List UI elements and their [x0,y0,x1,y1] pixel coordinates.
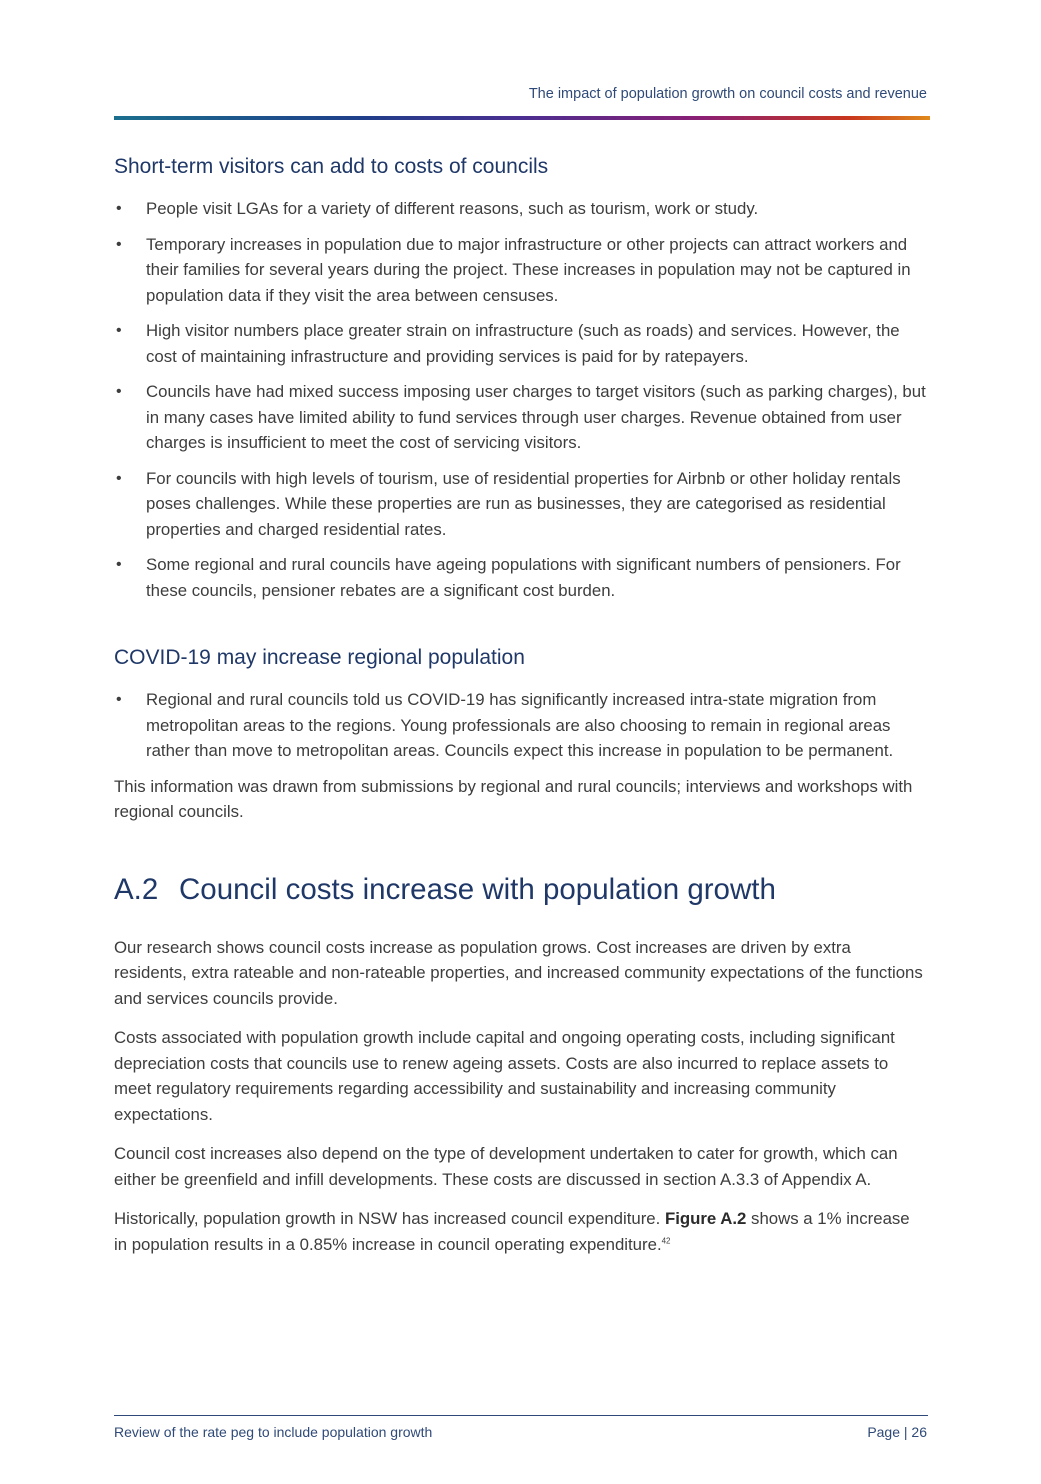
bullet-icon: • [116,383,122,400]
visitors-bullet-list [114,196,926,603]
bullet-icon: • [116,322,122,339]
list-item [114,318,926,369]
list-item [114,379,926,456]
list-item [114,552,926,603]
text-before: Historically, population growth in NSW has increased council expenditure. [114,1209,665,1228]
footer-rule [114,1415,928,1416]
bullet-icon: • [116,691,122,708]
section-number: A.2 [114,872,159,906]
header-gradient-rule [114,116,930,120]
bullet-text: Councils have had mixed success imposing user charges to target visitors (such as parking charges), but in many cases have limited ability to fund services through user charges. Revenue obtained from user charges is insufficient to meet the cost of servicing visitors. [146,382,926,452]
page-content [114,152,926,1271]
bullet-text: High visitor numbers place greater strain on infrastructure (such as roads) and services. However, the cost of maintaining infrastructure and providing services is paid for by ratepayers. [146,321,900,366]
bullet-text: Temporary increases in population due to major infrastructure or other projects can attract workers and their families for several years during the project. These increases in population may not be captured in population data if they visit the area between censuses. [146,234,911,305]
paragraph: Our research shows council costs increase as population grows. Cost increases are driven by extra residents, extra rateable and non-rateable properties, and increased community expectations of the functions and services councils provide. [114,937,923,1008]
bullet-icon: • [116,200,122,217]
covid-bullet-list [114,687,926,764]
list-item [114,466,926,543]
bullet-text: Regional and rural councils told us COVID-19 has significantly increased intra-state migration from metropolitan areas to the regions. Young professionals are also choosing to remain in regional areas rather than move to metropolitan areas. Councils expect this increase in population to be permanent. [146,690,894,760]
paragraph: Costs associated with population growth include capital and ongoing operating costs, including significant depreciation costs that councils use to renew ageing assets. Costs are also incurred to replace assets to meet regulatory requirements regarding accessibility and sustainability and increasing community expectations. [114,1028,895,1124]
footer-page-number: Page | 26 [867,1424,927,1440]
bullet-icon: • [116,556,122,573]
figure-link[interactable]: Figure A.2 [664,1209,747,1228]
list-item [114,196,926,222]
bullet-text: For councils with high levels of tourism, use of residential properties for Airbnb or other holiday rentals poses challenges. While these properties are run as businesses, they are categorised as residential properties and charged residential rates. [146,468,901,539]
subheading-visitors: Short-term visitors can add to costs of councils [114,155,549,178]
bullet-icon: • [116,469,122,487]
list-item [114,687,926,764]
bullet-text: Some regional and rural councils have ageing populations with significant numbers of pensioners. For these councils, pensioner rebates are a significant cost burden. [146,555,901,600]
section-heading-a2 [114,871,926,909]
running-header: The impact of population growth on council costs and revenue [528,86,927,102]
subheading-covid: COVID-19 may increase regional population [114,646,525,669]
list-item [114,232,926,309]
section-title: Council costs increase with population growth [179,872,776,906]
text-after: shows a 1% increase in population results in a 0.85% increase in council operating expenditure. [114,1209,910,1254]
bullet-text: People visit LGAs for a variety of different reasons, such as tourism, work or study. [146,199,759,218]
paragraph-figure-reference [114,1206,926,1257]
paragraph: Council cost increases also depend on the type of development undertaken to cater for growth, which can either be greenfield and infill developments. These costs are discussed in section A.3.3 of Appendix A. [114,1144,898,1189]
footer-document-title: Review of the rate peg to include population growth [114,1424,433,1440]
source-note: This information was drawn from submissions by regional and rural councils; interviews and workshops with regional councils. [114,776,913,821]
footnote-marker[interactable]: 42 [661,1235,671,1245]
bullet-icon: • [116,235,122,253]
